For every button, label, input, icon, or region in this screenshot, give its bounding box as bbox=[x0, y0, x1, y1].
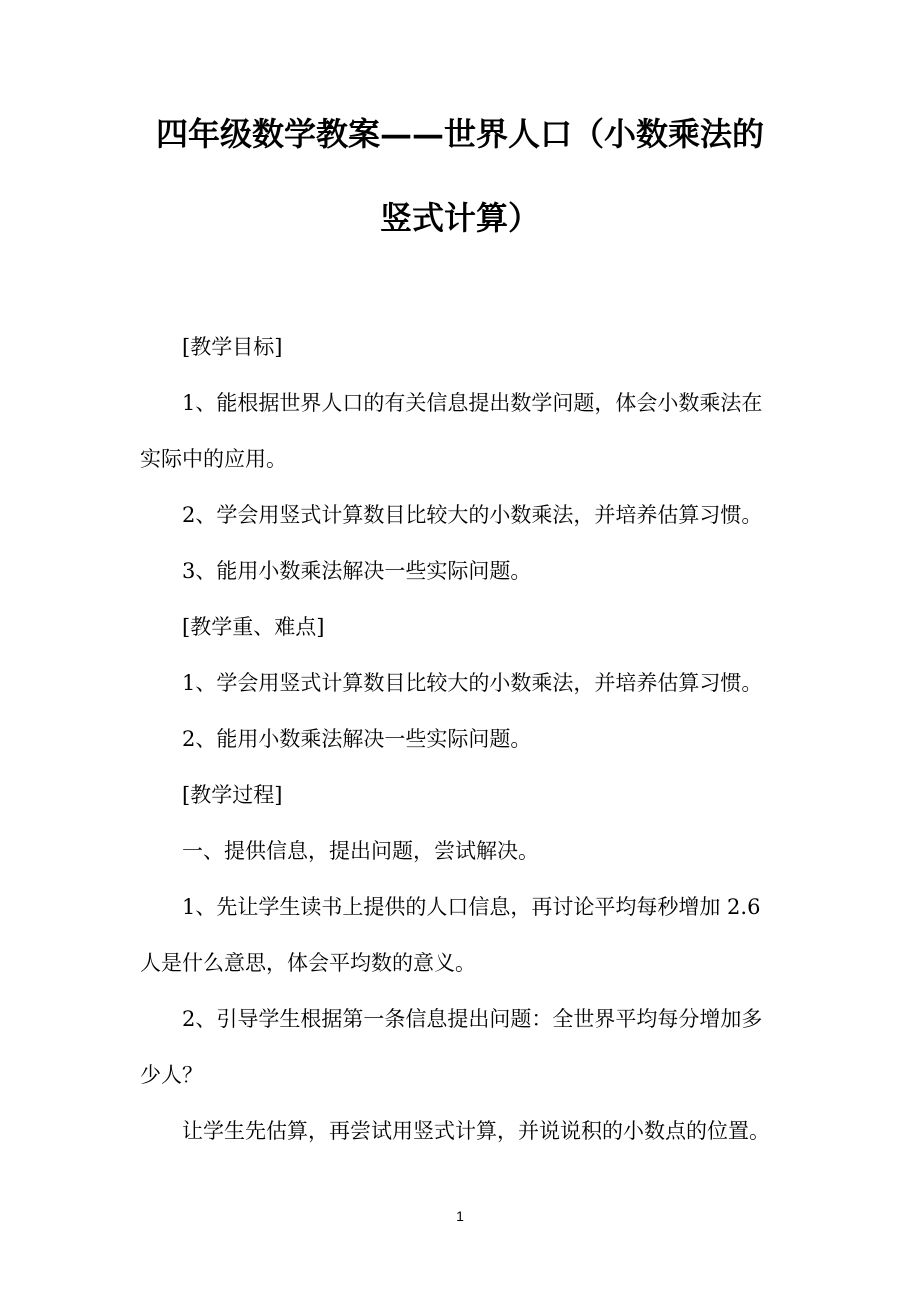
page-number: 1 bbox=[456, 1208, 464, 1224]
section-heading-teaching-goals: [教学目标] bbox=[182, 335, 283, 359]
document-title-line-2: 竖式计算） bbox=[379, 199, 540, 237]
paragraph-step-one-item-1: 1、先让学生读书上提供的人口信息，再讨论平均每秒增加 2.6 bbox=[182, 895, 761, 919]
paragraph-key-point-1: 1、学会用竖式计算数目比较大的小数乘法，并培养估算习惯。 bbox=[182, 671, 763, 695]
paragraph-goal-2: 2、学会用竖式计算数目比较大的小数乘法，并培养估算习惯。 bbox=[182, 503, 763, 527]
paragraph-step-one-item-2: 2、引导学生根据第一条信息提出问题：全世界平均每分增加多 bbox=[182, 1007, 763, 1031]
paragraph-key-point-2: 2、能用小数乘法解决一些实际问题。 bbox=[182, 727, 532, 751]
paragraph-step-one-item-2-continued: 少人？ bbox=[140, 1063, 203, 1087]
paragraph-goal-1: 1、能根据世界人口的有关信息提出数学问题，体会小数乘法在 bbox=[182, 391, 763, 415]
paragraph-goal-1-continued: 实际中的应用。 bbox=[140, 447, 287, 471]
section-heading-teaching-process: [教学过程] bbox=[182, 783, 283, 807]
paragraph-step-one: 一、提供信息，提出问题，尝试解决。 bbox=[182, 839, 539, 863]
paragraph-estimation-instruction: 让学生先估算，再尝试用竖式计算，并说说积的小数点的位置。 bbox=[182, 1119, 770, 1143]
section-heading-key-points: [教学重、难点] bbox=[182, 615, 325, 639]
document-title-line-1: 四年级数学教案——世界人口（小数乘法的 bbox=[155, 115, 764, 153]
paragraph-goal-3: 3、能用小数乘法解决一些实际问题。 bbox=[182, 559, 532, 583]
paragraph-step-one-item-1-continued: 人是什么意思，体会平均数的意义。 bbox=[140, 951, 476, 975]
